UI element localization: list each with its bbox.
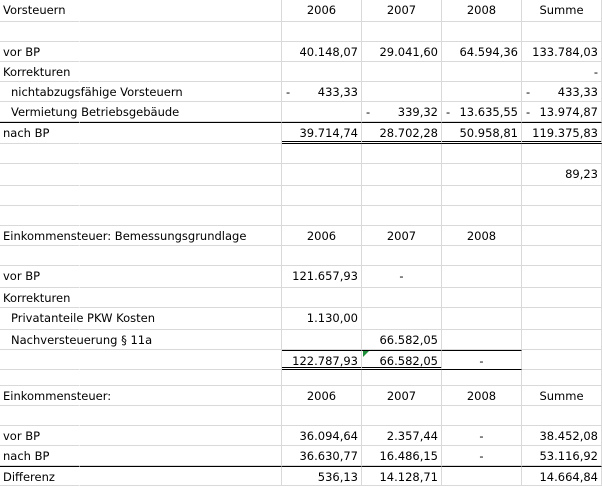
value: 122.787,93	[292, 354, 358, 368]
row-label-vor-bp: vor BP	[3, 429, 41, 443]
cell-value[interactable]	[522, 102, 602, 122]
cell[interactable]	[0, 0, 80, 22]
cell-value[interactable]	[442, 446, 522, 466]
table-row	[0, 370, 602, 386]
column-header-2008[interactable]: 2008	[442, 0, 522, 22]
cell[interactable]	[80, 164, 282, 186]
value: 14.664,84	[539, 470, 598, 484]
cell[interactable]	[362, 206, 442, 226]
cell-value[interactable]	[522, 164, 602, 186]
cell[interactable]	[522, 370, 602, 386]
cell-value[interactable]	[522, 62, 602, 82]
value: 16.486,15	[379, 449, 438, 463]
cell[interactable]	[282, 206, 362, 226]
cell-value[interactable]	[362, 42, 442, 62]
cell[interactable]	[442, 164, 522, 186]
value: 40.148,07	[299, 45, 358, 59]
value: 14.128,71	[379, 470, 438, 484]
cell-value[interactable]	[362, 330, 442, 350]
table-row	[0, 266, 602, 288]
row-label-korrekturen: Korrekturen	[3, 65, 71, 79]
cell[interactable]	[442, 82, 522, 102]
cell-value[interactable]	[282, 42, 362, 62]
cell[interactable]	[442, 266, 522, 288]
column-header-2007[interactable]: 2007	[362, 0, 442, 22]
cell[interactable]	[0, 350, 80, 370]
value: -	[399, 269, 404, 283]
cell-value[interactable]	[282, 350, 362, 370]
cell-value[interactable]	[442, 122, 522, 144]
cell[interactable]	[522, 186, 602, 206]
value: 13.635,55	[459, 105, 518, 119]
table-row	[0, 288, 602, 308]
cell[interactable]	[80, 42, 282, 62]
cell-value[interactable]	[442, 350, 522, 370]
table-row	[0, 330, 602, 350]
value: 66.582,05	[379, 333, 438, 347]
table-row	[0, 22, 602, 42]
value: -	[593, 65, 598, 79]
cell-value[interactable]	[362, 266, 442, 288]
table-row	[0, 426, 602, 446]
cell[interactable]	[362, 186, 442, 206]
cell[interactable]	[282, 330, 362, 350]
table-row	[0, 406, 602, 426]
value: 38.452,08	[539, 429, 598, 443]
cell[interactable]	[0, 330, 153, 350]
cell-value[interactable]	[522, 446, 602, 466]
cell[interactable]	[282, 62, 362, 82]
cell-value[interactable]	[362, 446, 442, 466]
cell[interactable]	[0, 122, 80, 144]
cell[interactable]	[362, 82, 442, 102]
cell-value[interactable]	[362, 466, 442, 486]
cell-value[interactable]	[442, 426, 522, 446]
value: 28.702,28	[379, 126, 438, 140]
cell[interactable]	[80, 0, 282, 22]
value: 133.784,03	[532, 45, 598, 59]
cell[interactable]	[0, 446, 80, 466]
cell[interactable]	[522, 206, 602, 226]
cell[interactable]	[80, 144, 282, 164]
row-label-vor-bp: vor BP	[3, 45, 41, 59]
cell[interactable]	[0, 206, 80, 226]
cell[interactable]	[0, 426, 80, 446]
value: 89,23	[565, 167, 598, 181]
cell[interactable]	[0, 466, 80, 486]
cell[interactable]	[0, 288, 80, 308]
cell[interactable]	[522, 22, 602, 42]
cell[interactable]	[442, 62, 522, 82]
cell[interactable]	[362, 246, 442, 266]
cell[interactable]	[80, 350, 282, 370]
cell[interactable]	[362, 406, 442, 426]
cell[interactable]	[522, 246, 602, 266]
row-label-privatanteile-pkw-kosten: Privatanteile PKW Kosten	[11, 311, 156, 325]
cell[interactable]	[282, 144, 362, 164]
column-header-2006[interactable]: 2006	[282, 386, 362, 406]
cell[interactable]	[362, 308, 442, 330]
minus-sign: -	[286, 85, 291, 99]
value: 66.582,05	[379, 354, 438, 368]
cell[interactable]	[80, 122, 282, 144]
cell-value[interactable]	[282, 82, 362, 102]
cell-value[interactable]	[282, 122, 362, 144]
cell[interactable]	[0, 82, 183, 102]
table-row	[0, 164, 602, 186]
cell[interactable]	[80, 288, 282, 308]
cell[interactable]	[80, 246, 282, 266]
value: -	[479, 429, 484, 443]
cell[interactable]	[522, 406, 602, 426]
minus-sign: -	[446, 105, 451, 119]
cell[interactable]	[80, 446, 282, 466]
value: 13.974,87	[539, 105, 598, 119]
cell[interactable]	[80, 186, 282, 206]
column-header-2007[interactable]: 2007	[362, 386, 442, 406]
cell[interactable]	[522, 266, 602, 288]
section-title-vorsteuern: Vorsteuern	[3, 3, 66, 17]
value: 64.594,36	[459, 45, 518, 59]
table-row	[0, 82, 602, 102]
value: 36.094,64	[299, 429, 358, 443]
value: 433,33	[317, 85, 358, 99]
cell[interactable]	[0, 386, 112, 406]
cell[interactable]	[282, 288, 362, 308]
cell[interactable]	[282, 406, 362, 426]
cell[interactable]	[80, 266, 282, 288]
cell[interactable]	[362, 370, 442, 386]
value: -	[479, 354, 484, 368]
cell-value[interactable]	[362, 350, 442, 370]
cell-value[interactable]	[522, 82, 602, 102]
column-header-2008[interactable]: 2008	[442, 226, 522, 246]
comment-indicator-icon	[363, 351, 369, 357]
cell[interactable]	[0, 308, 156, 330]
cell[interactable]	[362, 62, 442, 82]
value: 29.041,60	[379, 45, 438, 59]
cell[interactable]	[0, 164, 80, 186]
cell[interactable]	[522, 350, 602, 370]
cell[interactable]	[80, 22, 282, 42]
cell[interactable]	[0, 186, 80, 206]
cell[interactable]	[0, 144, 80, 164]
cell-value[interactable]	[282, 466, 362, 486]
cell[interactable]	[80, 406, 282, 426]
cell[interactable]	[442, 466, 522, 486]
minus-sign: -	[366, 105, 371, 119]
cell[interactable]	[80, 370, 282, 386]
cell-value[interactable]	[442, 102, 522, 122]
column-header-2006[interactable]: 2006	[282, 0, 362, 22]
section-title-einkommensteuer-bemessungsgrundlage: Einkommensteuer: Bemessungsgrundlage	[3, 229, 247, 243]
row-label-differenz: Differenz	[3, 470, 55, 484]
minus-sign: -	[526, 85, 531, 99]
value: 121.657,93	[292, 269, 358, 283]
cell[interactable]	[282, 186, 362, 206]
cell[interactable]	[0, 406, 80, 426]
cell-value[interactable]	[282, 446, 362, 466]
value: 2.357,44	[386, 429, 438, 443]
table-row	[0, 246, 602, 266]
cell-value[interactable]	[522, 122, 602, 144]
cell[interactable]	[0, 22, 80, 42]
column-header-2007[interactable]: 2007	[362, 226, 442, 246]
cell[interactable]	[442, 186, 522, 206]
cell[interactable]	[80, 426, 282, 446]
row-label-nach-bp: nach BP	[3, 126, 50, 140]
cell[interactable]	[362, 22, 442, 42]
table-row	[0, 446, 602, 466]
cell[interactable]	[282, 246, 362, 266]
row-label-korrekturen: Korrekturen	[3, 291, 71, 305]
column-header-2008[interactable]: 2008	[442, 386, 522, 406]
cell[interactable]	[0, 246, 80, 266]
table-row	[0, 226, 602, 246]
value: 1.130,00	[306, 311, 358, 325]
cell[interactable]	[442, 406, 522, 426]
column-header-2006[interactable]: 2006	[282, 226, 362, 246]
cell[interactable]	[442, 246, 522, 266]
cell-value[interactable]	[362, 122, 442, 144]
row-label-vermietung-betriebsgebaeude: Vermietung Betriebsgebäude	[11, 105, 180, 119]
cell[interactable]	[442, 330, 522, 350]
table-row	[0, 386, 602, 406]
cell-value[interactable]	[282, 308, 362, 330]
cell[interactable]	[362, 288, 442, 308]
table-row	[0, 62, 602, 82]
cell[interactable]	[282, 102, 362, 122]
value: 339,32	[397, 105, 438, 119]
cell[interactable]	[282, 22, 362, 42]
table-row	[0, 206, 602, 226]
table-row	[0, 186, 602, 206]
cell[interactable]	[522, 330, 602, 350]
column-header-summe[interactable]: Summe	[522, 0, 602, 22]
cell[interactable]	[522, 288, 602, 308]
cell-value[interactable]	[282, 266, 362, 288]
section-title-einkommensteuer: Einkommensteuer:	[3, 389, 112, 403]
row-label-nachversteuerung: Nachversteuerung § 11a	[11, 333, 153, 347]
table-row	[0, 102, 602, 122]
value: 53.116,92	[539, 449, 598, 463]
cell[interactable]	[0, 226, 247, 246]
table-row	[0, 466, 602, 486]
cell[interactable]	[282, 370, 362, 386]
cell-value[interactable]	[522, 466, 602, 486]
column-header-summe[interactable]: Summe	[522, 386, 602, 406]
value: 50.958,81	[459, 126, 518, 140]
table-row	[0, 122, 602, 144]
cell-value[interactable]	[282, 426, 362, 446]
cell[interactable]	[362, 164, 442, 186]
cell[interactable]	[442, 370, 522, 386]
cell[interactable]	[0, 102, 180, 122]
table-row	[0, 144, 602, 164]
table-row	[0, 308, 602, 330]
cell-value[interactable]	[522, 42, 602, 62]
cell[interactable]	[442, 288, 522, 308]
cell[interactable]	[0, 42, 80, 62]
cell[interactable]	[0, 266, 80, 288]
cell[interactable]	[80, 62, 282, 82]
value: 119.375,83	[532, 126, 598, 140]
row-label-nichtabzugsfaehige-vorsteuern: nichtabzugsfähige Vorsteuern	[11, 85, 183, 99]
cell[interactable]	[442, 308, 522, 330]
cell[interactable]	[522, 226, 602, 246]
table-row	[0, 0, 602, 22]
cell[interactable]	[0, 370, 80, 386]
table-row	[0, 42, 602, 62]
cell-value[interactable]	[522, 426, 602, 446]
row-label-vor-bp: vor BP	[3, 269, 41, 283]
cell[interactable]	[282, 164, 362, 186]
value: 536,13	[317, 470, 358, 484]
cell-value[interactable]	[362, 426, 442, 446]
cell[interactable]	[442, 206, 522, 226]
cell-value[interactable]	[362, 102, 442, 122]
cell[interactable]	[0, 62, 80, 82]
value: 39.714,74	[299, 126, 358, 140]
cell[interactable]	[362, 144, 442, 164]
value: -	[479, 449, 484, 463]
cell[interactable]	[80, 466, 282, 486]
minus-sign: -	[526, 105, 531, 119]
cell[interactable]	[442, 144, 522, 164]
table-row	[0, 350, 602, 370]
cell-value[interactable]	[442, 42, 522, 62]
row-label-nach-bp: nach BP	[3, 449, 50, 463]
cell[interactable]	[522, 308, 602, 330]
value: 433,33	[557, 85, 598, 99]
value: 36.630,77	[299, 449, 358, 463]
cell[interactable]	[442, 22, 522, 42]
cell[interactable]	[522, 144, 602, 164]
cell[interactable]	[80, 206, 282, 226]
